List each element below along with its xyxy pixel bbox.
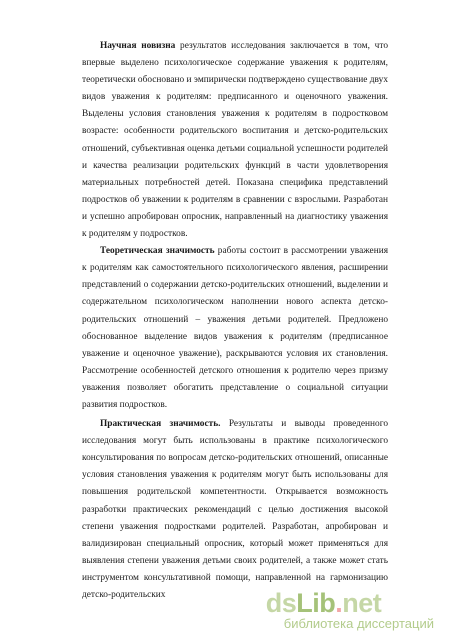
paragraph-novelty bbox=[82, 38, 388, 243]
paragraph-body: работы состоит в рассмотрении уважения к родителям как самостоятельного психологического явления, расширении представлений о содержании детско-родительских отношений, выделении и содержательном психологическом наполнении нового аспекта детско-родительских отношений – уважения детьми родителей. Предложено обоснованное выделение видов уважения к родителям (предписанное уважение и оценочное уважение), раскрываются условия их становления. Рассмотрение особенностей детского отношения к родителю через призму уважения позволяет обогатить представление о социальной ситуации развития подростков. bbox=[82, 246, 388, 410]
paragraph-theoretical bbox=[82, 243, 388, 414]
dslib-logo: dsLib.net bbox=[265, 588, 382, 618]
paragraph-heading: Теоретическая значимость bbox=[100, 246, 215, 257]
paragraph-body: Результаты и выводы проведенного исследования могут быть использованы в практике психологического консультирования по вопросам детско-родительских отношений, описанные условия становления уважения к родителям могут быть использованы для повышения родительской компетентности. Открывается возможность разработки практических рекомендаций с целью достижения высокой степени уважения подростками родителей. Разработан, апробирован и валидизирован специальный опросник, который может применяться для выявления степени уважения детьми своих родителей, а также может стать инструментом консультативной помощи, направленной на гармонизацию детско-родительских bbox=[82, 419, 388, 600]
document-page bbox=[82, 38, 388, 604]
dslib-watermark bbox=[266, 590, 434, 631]
paragraph-body: результатов исследования заключается в том, что впервые выделено психологическое содержание уважения к родителям, теоретически обосновано и эмпирически подтверждено существование двух видов уважения к родителям: предписанного и оценочного уважения. Выделены условия становления уважения к родителям в подростковом возрасте: особенности родительского воспитания и детско-родительских отношений, субъективная оценка детьми социальной успешности родителей и качества реализации родительских функций в части удовлетворения материальных потребностей детей. Показана специфика представлений подростков об уважении к родителям в сравнении с взрослыми. Разработан и успешно апробирован опросник, направленный на диагностику уважения к родителям у подростков. bbox=[82, 41, 388, 240]
paragraph-heading: Практическая значимость. bbox=[100, 419, 221, 430]
paragraph-practical bbox=[82, 416, 388, 604]
paragraph-heading: Научная новизна bbox=[100, 41, 176, 51]
dslib-subtitle: библиотека диссертаций bbox=[283, 616, 434, 631]
